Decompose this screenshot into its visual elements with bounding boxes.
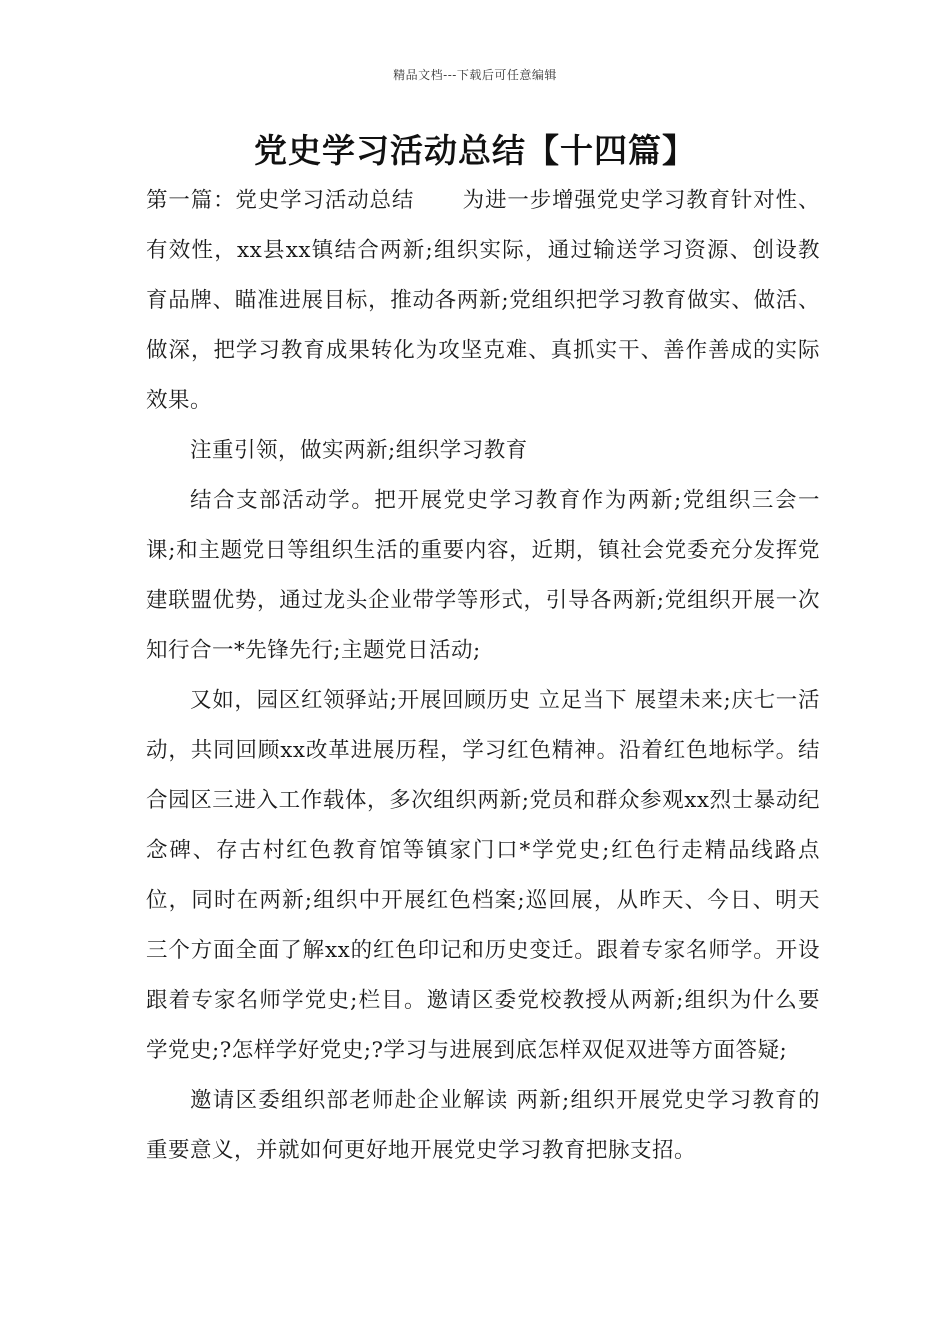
section-heading: 第一篇：党史学习活动总结 bbox=[146, 188, 415, 213]
header-note: 精品文档---下载后可任意编辑 bbox=[393, 68, 557, 82]
paragraph-subheading: 注重引领，做实两新;组织学习教育 bbox=[190, 438, 528, 463]
paragraph-intro bbox=[146, 176, 820, 426]
document-title: 党史学习活动总结【十四篇】 bbox=[254, 131, 696, 170]
paragraph-branch-activities: 结合支部活动学。把开展党史学习教育作为两新;党组织三会一课;和主题党日等组织生活的重要内容，近期，镇社会党委充分发挥党建联盟优势，通过龙头企业带学等形式，引导各两新;党组织开展一次知行合一*先锋先行;主题党日活动; bbox=[146, 488, 820, 663]
paragraph-red-station: 又如，园区红领驿站;开展回顾历史 立足当下 展望未来;庆七一活动，共同回顾xx改革进展历程，学习红色精神。沿着红色地标学。结合园区三进入工作载体，多次组织两新;党员和群众参观xx烈士暴动纪念碑、存古村红色教育馆等镇家门口*学党史;红色行走精品线路点位，同时在两新;组织中开展红色档案;巡回展，从昨天、今日、明天三个方面全面了解xx的红色印记和历史变迁。跟着专家名师学。开设跟着专家名师学党史;栏目。邀请区委党校教授从两新;组织为什么要学党史;?怎样学好党史;?学习与进展到底怎样双促双进等方面答疑; bbox=[146, 688, 820, 1063]
paragraph-text: 为进一步增强党史学习教育针对性、有效性，xx县xx镇结合两新;组织实际，通过输送学习资源、创设教育品牌、瞄准进展目标，推动各两新;党组织把学习教育做实、做活、做深，把学习教育成果转化为攻坚克难、真抓实干、善作善成的实际效果。 bbox=[146, 188, 820, 413]
paragraph-lecture: 邀请区委组织部老师赴企业解读 两新;组织开展党史学习教育的重要意义，并就如何更好地开展党史学习教育把脉支招。 bbox=[146, 1088, 820, 1163]
document-body bbox=[146, 176, 820, 1176]
